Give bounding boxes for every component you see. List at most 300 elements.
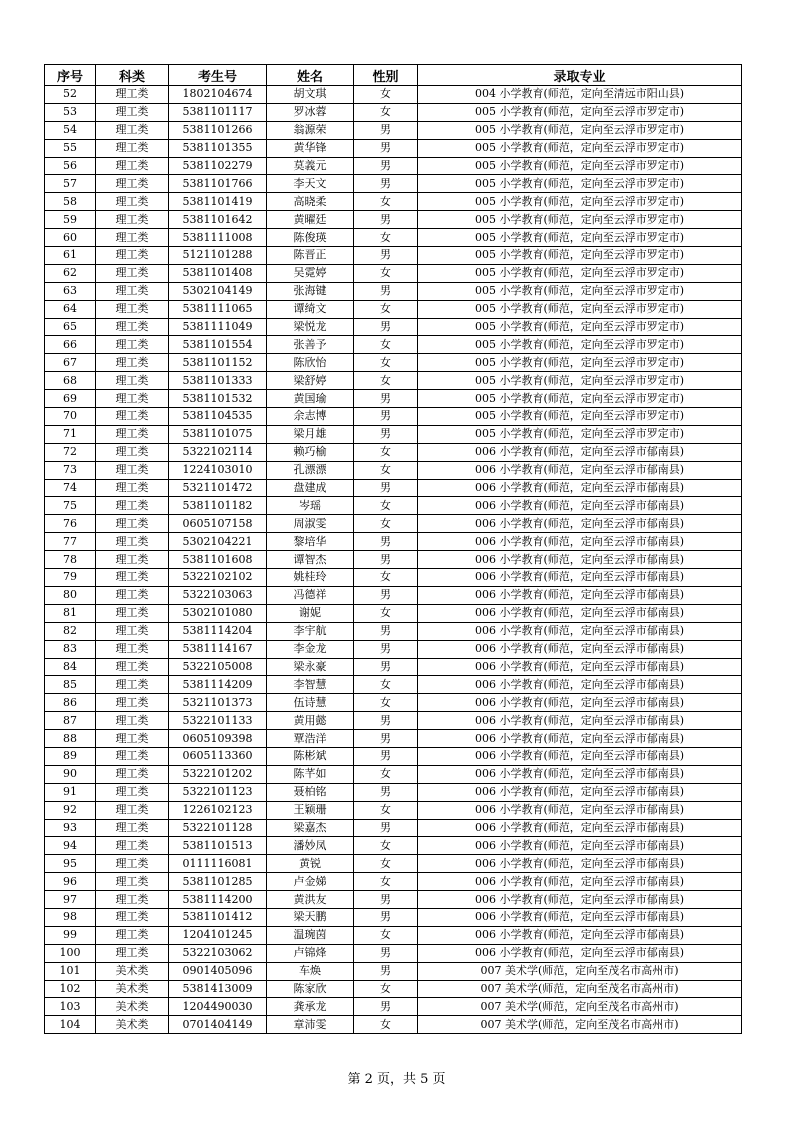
cell-seq: 58	[45, 193, 96, 211]
cell-exam-id: 5322101133	[169, 712, 267, 730]
cell-exam-id: 5322102114	[169, 443, 267, 461]
table-row	[45, 998, 742, 1016]
cell-category: 理工类	[96, 569, 169, 587]
table-row	[45, 658, 742, 676]
cell-seq: 71	[45, 425, 96, 443]
cell-name: 高晓柔	[267, 193, 354, 211]
cell-name: 黄锐	[267, 855, 354, 873]
cell-exam-id: 1802104674	[169, 86, 267, 104]
cell-name: 张海键	[267, 282, 354, 300]
table-row	[45, 640, 742, 658]
cell-gender: 女	[354, 515, 418, 533]
cell-seq: 101	[45, 962, 96, 980]
cell-major: 006 小学教育(师范，定向至云浮市郁南县)	[418, 479, 742, 497]
cell-seq: 56	[45, 157, 96, 175]
cell-category: 理工类	[96, 461, 169, 479]
cell-exam-id: 5381101152	[169, 354, 267, 372]
cell-exam-id: 5381101075	[169, 425, 267, 443]
admission-list	[44, 64, 741, 1034]
cell-name: 王颖珊	[267, 801, 354, 819]
cell-gender: 男	[354, 175, 418, 193]
cell-seq: 74	[45, 479, 96, 497]
cell-major: 005 小学教育(师范，定向至云浮市罗定市)	[418, 354, 742, 372]
cell-major: 005 小学教育(师范，定向至云浮市罗定市)	[418, 408, 742, 426]
cell-category: 美术类	[96, 998, 169, 1016]
cell-category: 理工类	[96, 229, 169, 247]
cell-name: 陈欣怡	[267, 354, 354, 372]
cell-gender: 男	[354, 157, 418, 175]
cell-name: 梁月雄	[267, 425, 354, 443]
cell-name: 梁舒婷	[267, 372, 354, 390]
cell-seq: 81	[45, 604, 96, 622]
cell-name: 黄华锋	[267, 139, 354, 157]
cell-exam-id: 5381104535	[169, 408, 267, 426]
cell-seq: 66	[45, 336, 96, 354]
table-row	[45, 1016, 742, 1034]
cell-name: 姚桂玲	[267, 569, 354, 587]
cell-category: 理工类	[96, 765, 169, 783]
cell-major: 007 美术学(师范，定向至茂名市高州市)	[418, 1016, 742, 1034]
cell-exam-id: 5381101766	[169, 175, 267, 193]
table-row	[45, 318, 742, 336]
cell-category: 理工类	[96, 676, 169, 694]
cell-category: 理工类	[96, 837, 169, 855]
cell-exam-id: 5381111065	[169, 300, 267, 318]
cell-seq: 80	[45, 586, 96, 604]
cell-seq: 102	[45, 980, 96, 998]
cell-exam-id: 5322103063	[169, 586, 267, 604]
cell-major: 005 小学教育(师范，定向至云浮市罗定市)	[418, 425, 742, 443]
cell-name: 黄用懿	[267, 712, 354, 730]
cell-gender: 女	[354, 837, 418, 855]
cell-category: 理工类	[96, 819, 169, 837]
cell-name: 冯德祥	[267, 586, 354, 604]
table-row	[45, 497, 742, 515]
table-row	[45, 569, 742, 587]
cell-name: 梁嘉杰	[267, 819, 354, 837]
cell-seq: 87	[45, 712, 96, 730]
cell-seq: 65	[45, 318, 96, 336]
cell-seq: 79	[45, 569, 96, 587]
cell-name: 梁悦龙	[267, 318, 354, 336]
cell-major: 005 小学教育(师范，定向至云浮市罗定市)	[418, 336, 742, 354]
cell-gender: 男	[354, 139, 418, 157]
cell-exam-id: 0111116081	[169, 855, 267, 873]
cell-seq: 63	[45, 282, 96, 300]
table-row	[45, 730, 742, 748]
table-row	[45, 461, 742, 479]
cell-gender: 男	[354, 712, 418, 730]
cell-category: 理工类	[96, 86, 169, 104]
cell-name: 盘建成	[267, 479, 354, 497]
cell-seq: 64	[45, 300, 96, 318]
cell-seq: 89	[45, 747, 96, 765]
table-row	[45, 586, 742, 604]
table-row	[45, 425, 742, 443]
cell-name: 陈俊瑛	[267, 229, 354, 247]
cell-major: 005 小学教育(师范，定向至云浮市罗定市)	[418, 229, 742, 247]
col-header-seq: 序号	[45, 65, 96, 86]
table-row	[45, 551, 742, 569]
cell-major: 006 小学教育(师范，定向至云浮市郁南县)	[418, 497, 742, 515]
table-row	[45, 908, 742, 926]
table-row	[45, 980, 742, 998]
cell-category: 理工类	[96, 730, 169, 748]
cell-exam-id: 5381101419	[169, 193, 267, 211]
cell-seq: 83	[45, 640, 96, 658]
cell-seq: 75	[45, 497, 96, 515]
cell-gender: 男	[354, 622, 418, 640]
cell-major: 006 小学教育(师范，定向至云浮市郁南县)	[418, 855, 742, 873]
cell-major: 005 小学教育(师范，定向至云浮市罗定市)	[418, 390, 742, 408]
cell-gender: 女	[354, 676, 418, 694]
table-row	[45, 193, 742, 211]
cell-name: 聂柏铭	[267, 783, 354, 801]
cell-seq: 97	[45, 891, 96, 909]
table-row	[45, 873, 742, 891]
cell-gender: 女	[354, 855, 418, 873]
cell-seq: 62	[45, 264, 96, 282]
cell-name: 岑瑶	[267, 497, 354, 515]
table-row	[45, 676, 742, 694]
cell-gender: 男	[354, 425, 418, 443]
cell-seq: 73	[45, 461, 96, 479]
cell-name: 谢妮	[267, 604, 354, 622]
cell-category: 理工类	[96, 157, 169, 175]
cell-category: 理工类	[96, 264, 169, 282]
cell-seq: 82	[45, 622, 96, 640]
cell-category: 理工类	[96, 300, 169, 318]
cell-major: 006 小学教育(师范，定向至云浮市郁南县)	[418, 443, 742, 461]
cell-seq: 69	[45, 390, 96, 408]
cell-name: 车焕	[267, 962, 354, 980]
cell-exam-id: 5381101117	[169, 103, 267, 121]
cell-seq: 60	[45, 229, 96, 247]
table-row	[45, 408, 742, 426]
cell-gender: 男	[354, 551, 418, 569]
cell-name: 赖巧榆	[267, 443, 354, 461]
cell-gender: 女	[354, 694, 418, 712]
cell-category: 理工类	[96, 855, 169, 873]
cell-exam-id: 5321101472	[169, 479, 267, 497]
cell-major: 006 小学教育(师范，定向至云浮市郁南县)	[418, 783, 742, 801]
cell-gender: 女	[354, 801, 418, 819]
cell-exam-id: 0605109398	[169, 730, 267, 748]
table-row	[45, 944, 742, 962]
table-row	[45, 247, 742, 265]
cell-name: 黄洪友	[267, 891, 354, 909]
table-row	[45, 157, 742, 175]
table-row	[45, 765, 742, 783]
cell-category: 美术类	[96, 1016, 169, 1034]
cell-name: 莫義元	[267, 157, 354, 175]
cell-name: 黎培华	[267, 533, 354, 551]
cell-major: 006 小学教育(师范，定向至云浮市郁南县)	[418, 622, 742, 640]
cell-gender: 女	[354, 193, 418, 211]
cell-name: 陈家欣	[267, 980, 354, 998]
cell-exam-id: 5381114200	[169, 891, 267, 909]
cell-major: 005 小学教育(师范，定向至云浮市罗定市)	[418, 282, 742, 300]
cell-major: 006 小学教育(师范，定向至云浮市郁南县)	[418, 908, 742, 926]
cell-seq: 53	[45, 103, 96, 121]
cell-major: 006 小学教育(师范，定向至云浮市郁南县)	[418, 658, 742, 676]
cell-category: 理工类	[96, 193, 169, 211]
cell-exam-id: 5381101608	[169, 551, 267, 569]
cell-name: 谭智杰	[267, 551, 354, 569]
cell-exam-id: 5322101202	[169, 765, 267, 783]
cell-category: 理工类	[96, 926, 169, 944]
cell-category: 理工类	[96, 425, 169, 443]
cell-major: 005 小学教育(师范，定向至云浮市罗定市)	[418, 193, 742, 211]
cell-major: 005 小学教育(师范，定向至云浮市罗定市)	[418, 139, 742, 157]
cell-exam-id: 5381114167	[169, 640, 267, 658]
cell-name: 罗冰蓉	[267, 103, 354, 121]
cell-major: 006 小学教育(师范，定向至云浮市郁南县)	[418, 604, 742, 622]
cell-gender: 男	[354, 282, 418, 300]
cell-seq: 78	[45, 551, 96, 569]
cell-major: 006 小学教育(师范，定向至云浮市郁南县)	[418, 515, 742, 533]
cell-major: 005 小学教育(师范，定向至云浮市罗定市)	[418, 300, 742, 318]
cell-gender: 女	[354, 86, 418, 104]
table-row	[45, 747, 742, 765]
cell-name: 李宇航	[267, 622, 354, 640]
table-row	[45, 175, 742, 193]
table-header-row	[45, 65, 742, 86]
cell-major: 006 小学教育(师范，定向至云浮市郁南县)	[418, 730, 742, 748]
cell-category: 理工类	[96, 586, 169, 604]
cell-seq: 90	[45, 765, 96, 783]
cell-major: 006 小学教育(师范，定向至云浮市郁南县)	[418, 837, 742, 855]
cell-gender: 男	[354, 944, 418, 962]
cell-gender: 男	[354, 247, 418, 265]
table-row	[45, 139, 742, 157]
page-footer	[0, 1068, 793, 1087]
cell-seq: 68	[45, 372, 96, 390]
cell-gender: 男	[354, 586, 418, 604]
cell-category: 理工类	[96, 622, 169, 640]
cell-major: 006 小学教育(师范，定向至云浮市郁南县)	[418, 533, 742, 551]
table-row	[45, 372, 742, 390]
cell-name: 黄国瑜	[267, 390, 354, 408]
cell-gender: 男	[354, 533, 418, 551]
cell-gender: 女	[354, 604, 418, 622]
cell-major: 006 小学教育(师范，定向至云浮市郁南县)	[418, 461, 742, 479]
cell-name: 谭绮文	[267, 300, 354, 318]
cell-seq: 99	[45, 926, 96, 944]
cell-category: 理工类	[96, 658, 169, 676]
col-header-major: 录取专业	[418, 65, 742, 86]
cell-seq: 55	[45, 139, 96, 157]
cell-major: 005 小学教育(师范，定向至云浮市罗定市)	[418, 157, 742, 175]
cell-gender: 男	[354, 121, 418, 139]
cell-name: 伍诗慧	[267, 694, 354, 712]
cell-name: 黄曜廷	[267, 211, 354, 229]
cell-category: 理工类	[96, 443, 169, 461]
cell-major: 005 小学教育(师范，定向至云浮市罗定市)	[418, 318, 742, 336]
table-row	[45, 783, 742, 801]
cell-major: 006 小学教育(师范，定向至云浮市郁南县)	[418, 801, 742, 819]
cell-major: 005 小学教育(师范，定向至云浮市罗定市)	[418, 247, 742, 265]
cell-exam-id: 5381101408	[169, 264, 267, 282]
cell-category: 理工类	[96, 103, 169, 121]
cell-gender: 女	[354, 354, 418, 372]
cell-exam-id: 5381114209	[169, 676, 267, 694]
cell-category: 理工类	[96, 891, 169, 909]
table-row	[45, 712, 742, 730]
cell-major: 006 小学教育(师范，定向至云浮市郁南县)	[418, 747, 742, 765]
cell-category: 理工类	[96, 604, 169, 622]
cell-seq: 84	[45, 658, 96, 676]
cell-exam-id: 5322105008	[169, 658, 267, 676]
cell-major: 006 小学教育(师范，定向至云浮市郁南县)	[418, 586, 742, 604]
cell-name: 陈芊如	[267, 765, 354, 783]
cell-seq: 85	[45, 676, 96, 694]
cell-exam-id: 5381101554	[169, 336, 267, 354]
cell-name: 潘妙凤	[267, 837, 354, 855]
table-row	[45, 622, 742, 640]
table-row	[45, 801, 742, 819]
cell-exam-id: 5321101373	[169, 694, 267, 712]
cell-exam-id: 5381111008	[169, 229, 267, 247]
cell-category: 理工类	[96, 121, 169, 139]
cell-gender: 女	[354, 336, 418, 354]
cell-seq: 103	[45, 998, 96, 1016]
cell-gender: 女	[354, 980, 418, 998]
cell-gender: 男	[354, 747, 418, 765]
cell-category: 理工类	[96, 479, 169, 497]
cell-name: 张善予	[267, 336, 354, 354]
cell-gender: 男	[354, 730, 418, 748]
cell-seq: 93	[45, 819, 96, 837]
cell-major: 005 小学教育(师范，定向至云浮市罗定市)	[418, 175, 742, 193]
table-row	[45, 855, 742, 873]
cell-exam-id: 1204101245	[169, 926, 267, 944]
cell-major: 006 小学教育(师范，定向至云浮市郁南县)	[418, 944, 742, 962]
cell-exam-id: 5302101080	[169, 604, 267, 622]
cell-category: 理工类	[96, 247, 169, 265]
cell-gender: 女	[354, 461, 418, 479]
cell-category: 理工类	[96, 515, 169, 533]
table-row	[45, 837, 742, 855]
cell-exam-id: 0605107158	[169, 515, 267, 533]
cell-category: 理工类	[96, 944, 169, 962]
cell-gender: 男	[354, 408, 418, 426]
cell-exam-id: 5381101355	[169, 139, 267, 157]
cell-gender: 男	[354, 891, 418, 909]
cell-category: 理工类	[96, 551, 169, 569]
cell-gender: 女	[354, 926, 418, 944]
cell-category: 理工类	[96, 408, 169, 426]
cell-seq: 104	[45, 1016, 96, 1034]
table-row	[45, 533, 742, 551]
cell-name: 梁天鹏	[267, 908, 354, 926]
cell-gender: 男	[354, 479, 418, 497]
cell-gender: 女	[354, 229, 418, 247]
col-header-name: 姓名	[267, 65, 354, 86]
table-row	[45, 962, 742, 980]
cell-major: 006 小学教育(师范，定向至云浮市郁南县)	[418, 891, 742, 909]
cell-category: 美术类	[96, 962, 169, 980]
cell-major: 007 美术学(师范，定向至茂名市高州市)	[418, 998, 742, 1016]
cell-major: 005 小学教育(师范，定向至云浮市罗定市)	[418, 103, 742, 121]
cell-seq: 98	[45, 908, 96, 926]
cell-major: 006 小学教育(师范，定向至云浮市郁南县)	[418, 926, 742, 944]
cell-gender: 女	[354, 443, 418, 461]
cell-exam-id: 5381114204	[169, 622, 267, 640]
cell-category: 理工类	[96, 175, 169, 193]
cell-major: 007 美术学(师范，定向至茂名市高州市)	[418, 962, 742, 980]
cell-major: 006 小学教育(师范，定向至云浮市郁南县)	[418, 694, 742, 712]
cell-category: 理工类	[96, 783, 169, 801]
cell-gender: 女	[354, 372, 418, 390]
cell-category: 理工类	[96, 372, 169, 390]
cell-exam-id: 5322102102	[169, 569, 267, 587]
table-row	[45, 121, 742, 139]
cell-gender: 男	[354, 783, 418, 801]
cell-name: 李金龙	[267, 640, 354, 658]
cell-exam-id: 5381101412	[169, 908, 267, 926]
cell-exam-id: 1204490030	[169, 998, 267, 1016]
cell-name: 吴霓婷	[267, 264, 354, 282]
table-row	[45, 300, 742, 318]
cell-exam-id: 5381101266	[169, 121, 267, 139]
cell-category: 理工类	[96, 747, 169, 765]
cell-exam-id: 5381111049	[169, 318, 267, 336]
cell-gender: 女	[354, 264, 418, 282]
table-row	[45, 891, 742, 909]
cell-gender: 女	[354, 569, 418, 587]
cell-gender: 男	[354, 998, 418, 1016]
cell-seq: 88	[45, 730, 96, 748]
table-row	[45, 103, 742, 121]
table-row	[45, 229, 742, 247]
cell-exam-id: 5381101642	[169, 211, 267, 229]
cell-major: 005 小学教育(师范，定向至云浮市罗定市)	[418, 264, 742, 282]
cell-gender: 女	[354, 873, 418, 891]
cell-category: 理工类	[96, 533, 169, 551]
cell-name: 周淑雯	[267, 515, 354, 533]
cell-seq: 100	[45, 944, 96, 962]
cell-gender: 男	[354, 908, 418, 926]
cell-gender: 女	[354, 103, 418, 121]
cell-category: 理工类	[96, 318, 169, 336]
cell-gender: 女	[354, 1016, 418, 1034]
cell-seq: 57	[45, 175, 96, 193]
cell-name: 覃浩洋	[267, 730, 354, 748]
cell-major: 005 小学教育(师范，定向至云浮市罗定市)	[418, 372, 742, 390]
cell-category: 理工类	[96, 211, 169, 229]
cell-name: 李智慧	[267, 676, 354, 694]
cell-exam-id: 5381413009	[169, 980, 267, 998]
table-row	[45, 604, 742, 622]
cell-category: 美术类	[96, 980, 169, 998]
cell-exam-id: 5121101288	[169, 247, 267, 265]
cell-exam-id: 5322103062	[169, 944, 267, 962]
table-row	[45, 443, 742, 461]
cell-name: 卢锦烽	[267, 944, 354, 962]
cell-category: 理工类	[96, 497, 169, 515]
cell-name: 李天文	[267, 175, 354, 193]
cell-exam-id: 0605113360	[169, 747, 267, 765]
cell-gender: 男	[354, 962, 418, 980]
cell-exam-id: 1224103010	[169, 461, 267, 479]
cell-category: 理工类	[96, 139, 169, 157]
cell-gender: 女	[354, 300, 418, 318]
table-row	[45, 694, 742, 712]
cell-name: 卢金娣	[267, 873, 354, 891]
col-header-category: 科类	[96, 65, 169, 86]
cell-seq: 94	[45, 837, 96, 855]
